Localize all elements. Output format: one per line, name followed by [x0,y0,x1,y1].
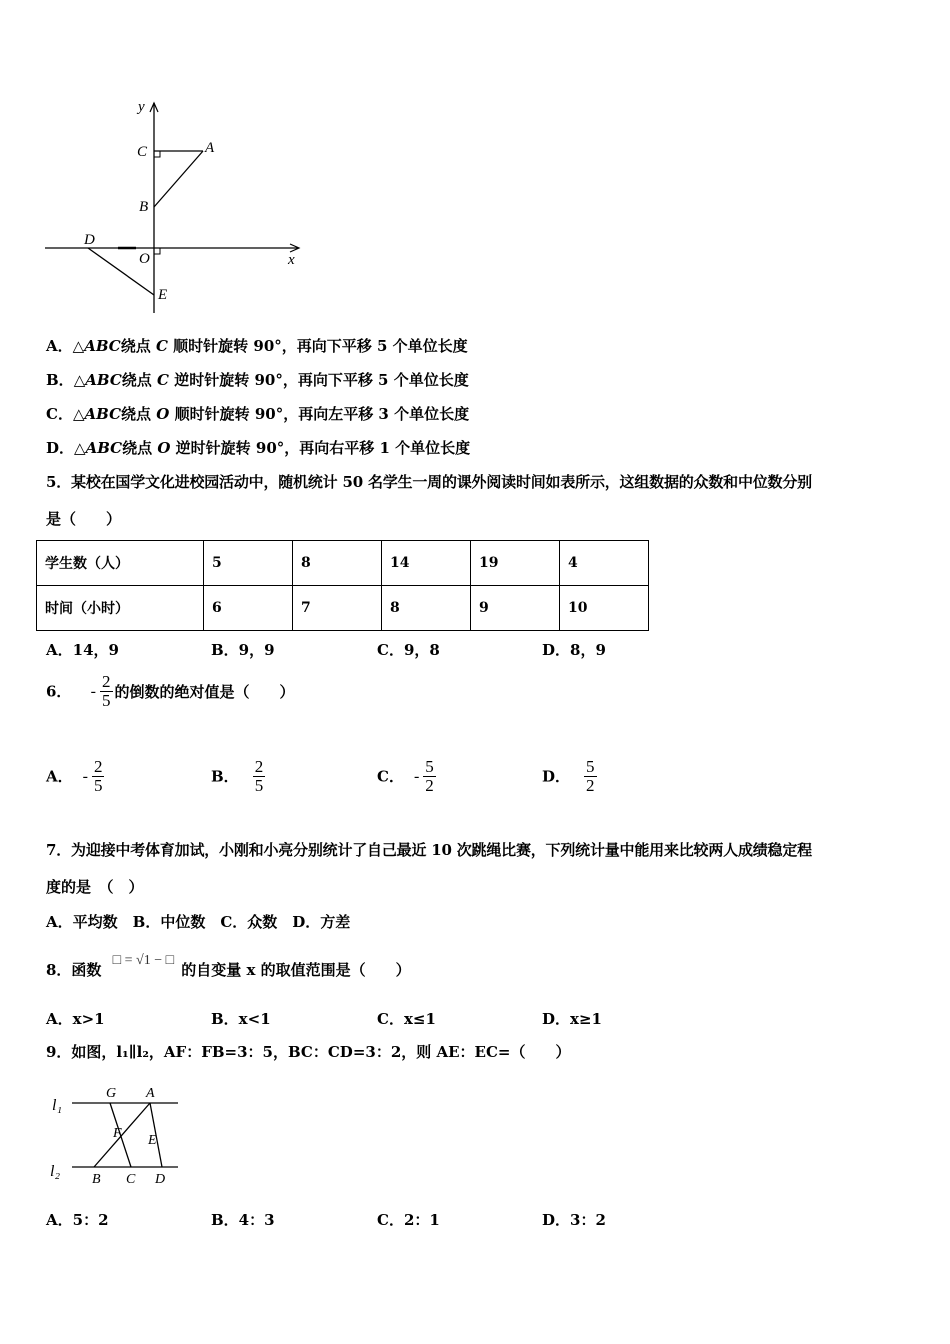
label-c: C [137,144,148,160]
q8-option-c[interactable]: C．x≤1 [377,1010,436,1028]
label-d: D [84,232,95,248]
label-b: B [92,1172,101,1187]
fraction: $\frac{5}{2}$ [425,757,434,795]
q8-option-b[interactable]: B．x<1 [211,1010,271,1028]
table-cell: 8 [293,541,382,586]
q5-stem-line2: 是（ ） [46,510,122,528]
table-cell: 时间（小时） [37,586,204,631]
q9-stem: 9．如图，l₁∥l₂，AF：FB=3：5，BC：CD=3：2，则 AE：EC=（ ） [46,1043,571,1061]
q4-option-c[interactable]: C．△ABC绕点 O 顺时针旋转 90°，再向左平移 3 个单位长度 [46,405,470,423]
q5-option-d[interactable]: D．8，9 [542,641,606,659]
table-cell: 8 [382,586,471,631]
q9-option-c[interactable]: C．2：1 [377,1211,440,1229]
q5-data-table [36,540,649,631]
q5-option-a[interactable]: A．14，9 [46,641,119,659]
label-a: A [205,140,215,156]
table-cell: 5 [204,541,293,586]
parallel-lines-figure [44,1080,184,1192]
q4-option-d[interactable]: D．△ABC绕点 O 逆时针旋转 90°，再向右平移 1 个单位长度 [46,439,471,457]
right-angle-mark-o [154,248,160,254]
table-cell: 19 [471,541,560,586]
q6-option-a[interactable]: A． - $\frac{2}{5}$ [46,757,103,795]
table-cell: 学生数（人） [37,541,204,586]
fraction: $\frac{2}{5}$ [93,757,103,795]
q8-option-a[interactable]: A．x>1 [46,1010,105,1028]
q6-stem: 6． - $\frac{2}{5}$ 的倒数的绝对值是（ ） [46,672,295,710]
label-g: G [106,1086,117,1101]
q9-option-a[interactable]: A．5：2 [46,1211,109,1229]
q6-option-c[interactable]: C． - $\frac{5}{2}$ [377,757,434,795]
table-row [37,541,649,586]
coordinate-figure [40,95,310,320]
q6-option-d[interactable]: D． $\frac{5}{2}$ [542,757,595,795]
label-o: O [139,251,150,267]
table-cell: 6 [204,586,293,631]
q7-options[interactable]: A．平均数 B．中位数 C．众数 D．方差 [46,913,351,931]
label-f: F [113,1126,122,1141]
label-a: A [146,1086,155,1101]
table-cell: 4 [560,541,649,586]
table-cell: 9 [471,586,560,631]
formula: □ = √1 − □ [112,953,175,968]
table-cell: 10 [560,586,649,631]
label-c: C [126,1172,136,1187]
label-d: D [155,1172,166,1187]
q4-option-a[interactable]: A．△ABC绕点 C 顺时针旋转 90°，再向下平移 5 个单位长度 [46,337,468,355]
label-x: x [288,252,295,268]
q9-option-d[interactable]: D．3：2 [542,1211,606,1229]
label-y: y [138,99,145,115]
table-cell: 14 [382,541,471,586]
q8-option-d[interactable]: D．x≥1 [542,1010,602,1028]
q5-stem-line1: 5．某校在国学文化进校园活动中，随机统计 50 名学生一周的课外阅读时间如表所示，这组数据的众数和中位数分别 [46,473,812,491]
q7-stem-line2: 度的是 （ ） [46,878,144,896]
segment-ab [154,151,203,207]
table-row [37,586,649,631]
label-e: E [158,287,168,303]
q5-option-c[interactable]: C．9，8 [377,641,440,659]
q5-option-b[interactable]: B．9，9 [211,641,275,659]
q8-stem: 8．函数 □ = √1 − □ 的自变量 x 的取值范围是（ ） [46,953,411,979]
table-cell: 7 [293,586,382,631]
segment-ab [94,1103,150,1167]
q7-stem-line1: 7．为迎接中考体育加试，小刚和小亮分别统计了自己最近 10 次跳绳比赛，下列统计量中能用来比较两人成绩稳定程 [46,841,812,859]
fraction: $\frac{2}{5}$ [254,757,264,795]
q4-option-b[interactable]: B．△ABC绕点 C 逆时针旋转 90°，再向下平移 5 个单位长度 [46,371,469,389]
label-l2: l₂ [50,1163,61,1180]
label-l1: l₁ [52,1097,63,1114]
q9-option-b[interactable]: B．4：3 [211,1211,275,1229]
label-e: E [148,1133,157,1148]
label-b: B [139,199,149,215]
fraction: $\frac{5}{2}$ [586,757,595,795]
fraction: $\frac{2}{5}$ [102,672,111,710]
q6-option-b[interactable]: B． $\frac{2}{5}$ [211,757,264,795]
right-angle-mark-c [154,151,160,157]
